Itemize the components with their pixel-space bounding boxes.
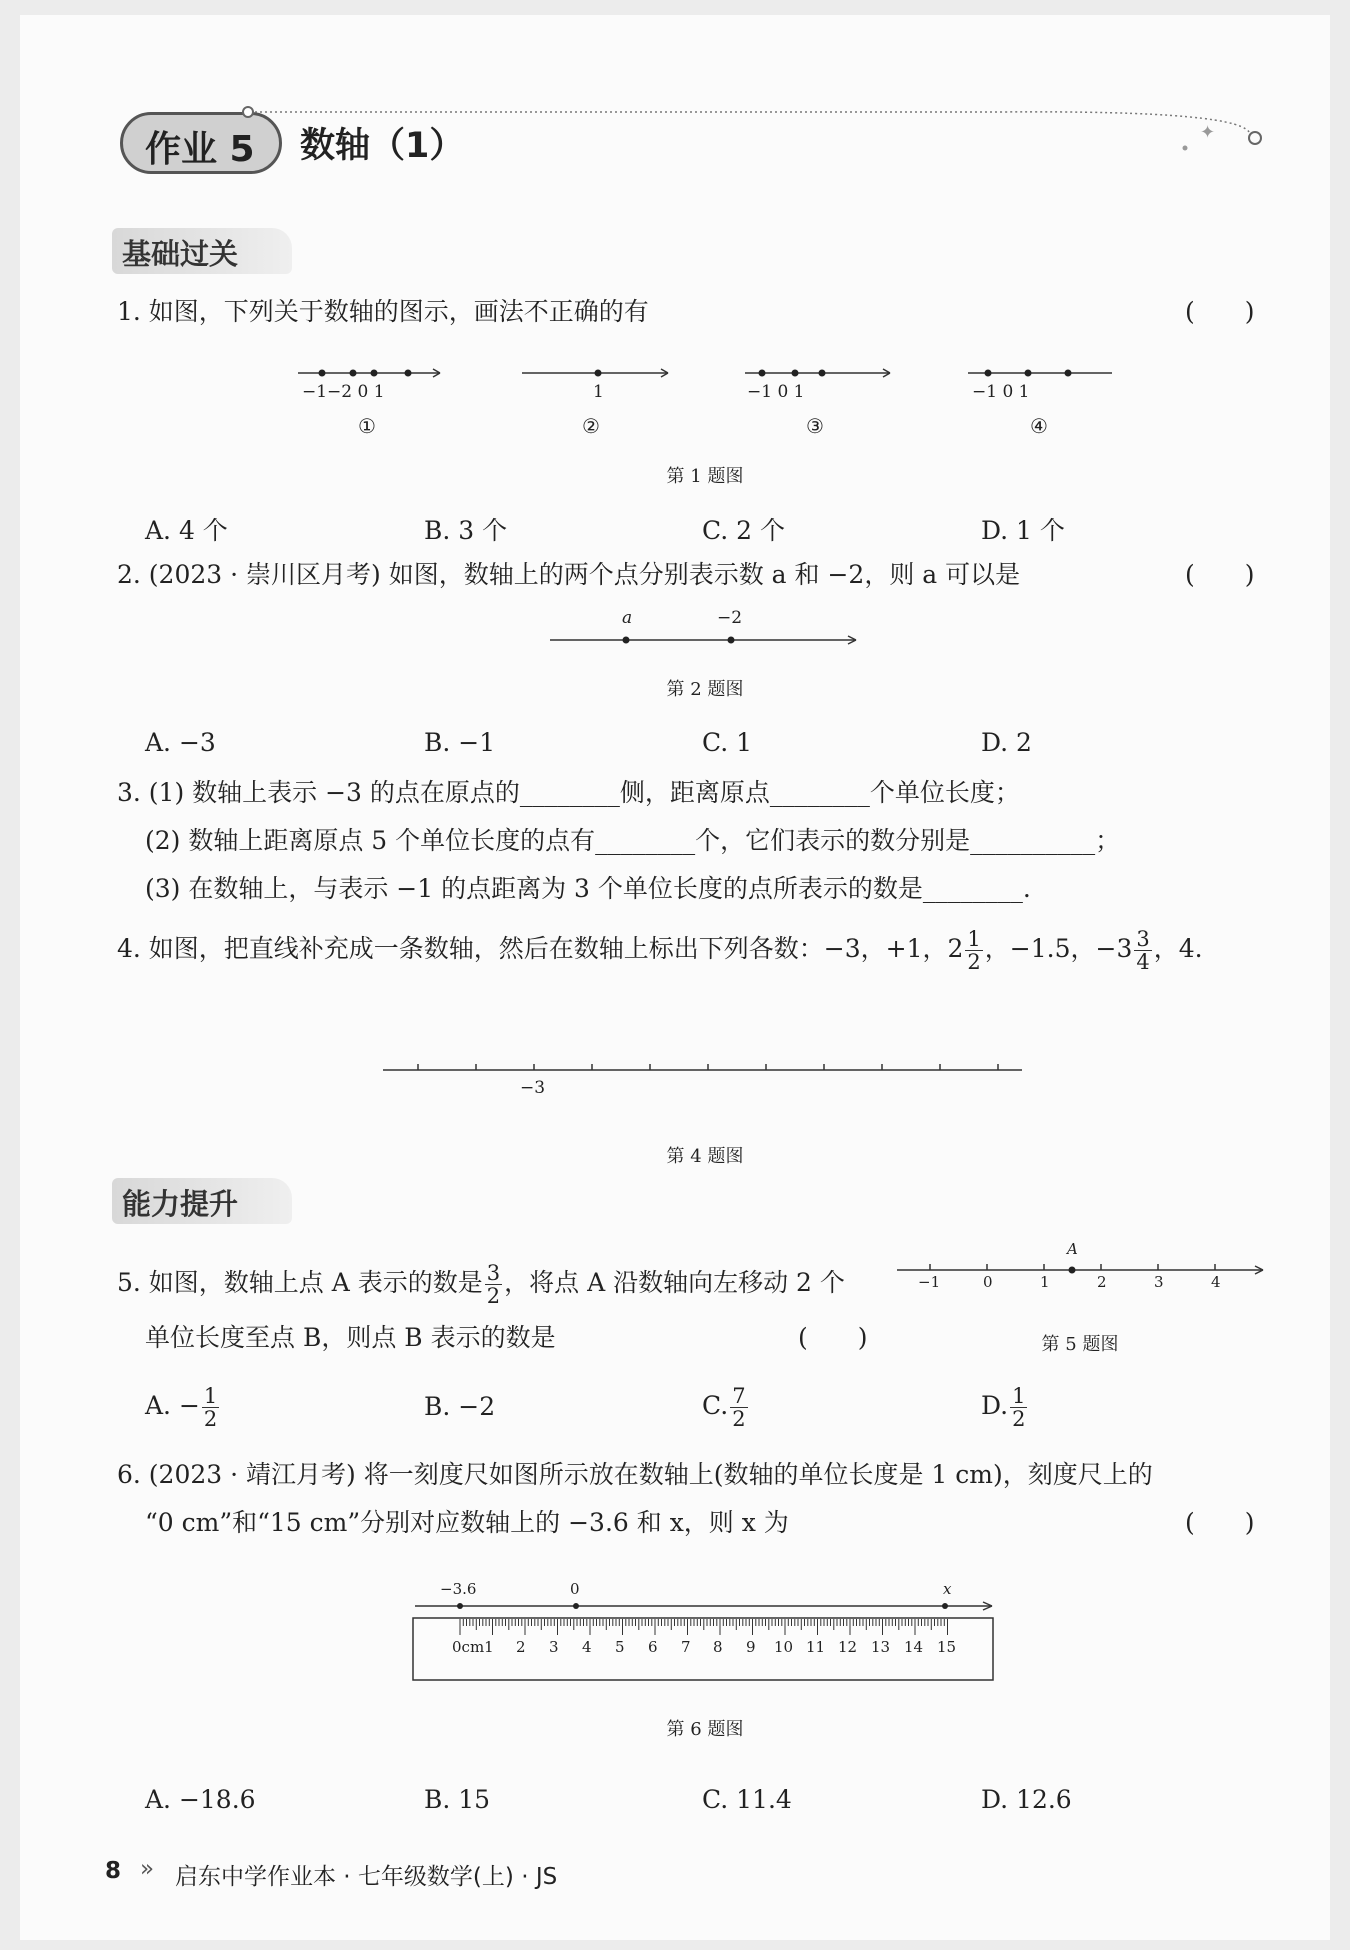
fraction-denominator: 2 bbox=[732, 1407, 746, 1431]
question-5-line-2: 单位长度至点 B，则点 B 表示的数是 bbox=[145, 1323, 556, 1352]
figure-4-line bbox=[380, 1060, 1030, 1080]
homework-label: 作业 5 bbox=[145, 129, 255, 170]
question-6-option-c: C. 11.4 bbox=[702, 1785, 792, 1814]
question-5-option-d bbox=[981, 1385, 1029, 1430]
fraction-numerator: 3 bbox=[1136, 927, 1150, 951]
ruler-label-3: 3 bbox=[549, 1638, 559, 1656]
figure-2-caption: 第 2 题图 bbox=[666, 679, 744, 700]
fraction-denominator: 4 bbox=[1136, 950, 1150, 974]
question-2-option-b: B. −1 bbox=[424, 728, 496, 757]
ruler-label-0cm1: 0cm1 bbox=[452, 1638, 494, 1656]
fraction-three-quarters bbox=[1134, 928, 1151, 973]
fraction-numerator: 7 bbox=[732, 1384, 746, 1408]
question-6-option-d: D. 12.6 bbox=[981, 1785, 1072, 1814]
figure-1-label-1: ① bbox=[358, 414, 376, 438]
question-1-option-b: B. 3 个 bbox=[424, 516, 508, 545]
figure-1-labels-a: −1−2 0 1 bbox=[302, 382, 385, 402]
figure-1-caption: 第 1 题图 bbox=[666, 466, 744, 487]
header-decoration bbox=[240, 100, 1280, 160]
option-a-label: A. − bbox=[145, 1391, 200, 1420]
figure-2-label-a: a bbox=[622, 608, 633, 628]
ruler-label-13: 13 bbox=[871, 1638, 891, 1656]
figure-1-label-2: ② bbox=[582, 414, 600, 438]
option-c-label: C. bbox=[702, 1391, 729, 1420]
question-5-text-post: ，将点 A 沿数轴向左移动 2 个 bbox=[504, 1268, 845, 1297]
section-advanced bbox=[112, 1178, 292, 1224]
question-6-bracket: ( ) bbox=[1185, 1508, 1255, 1537]
figure-1-labels-c: −1 0 1 bbox=[747, 382, 805, 402]
question-3-line-1: 3. (1) 数轴上表示 −3 的点在原点的________侧，距离原点________个单位长度； bbox=[117, 778, 1020, 807]
fraction-numerator: 1 bbox=[1012, 1384, 1026, 1408]
chevron-right-icon: » bbox=[140, 1856, 155, 1882]
fraction-denominator: 2 bbox=[486, 1284, 501, 1308]
ruler-label-11: 11 bbox=[806, 1638, 826, 1656]
fraction-one-half bbox=[965, 928, 982, 973]
fraction-three-halves bbox=[485, 1262, 502, 1307]
figure-5-tick-3: 3 bbox=[1154, 1273, 1164, 1291]
question-1-text: 1. 如图，下列关于数轴的图示，画法不正确的有 bbox=[117, 297, 649, 326]
fraction-denominator: 2 bbox=[203, 1407, 218, 1431]
question-6-option-a: A. −18.6 bbox=[145, 1785, 256, 1814]
figure-1-label-3: ③ bbox=[806, 414, 824, 438]
question-2-option-a: A. −3 bbox=[145, 728, 216, 757]
fraction-numerator: 3 bbox=[486, 1261, 501, 1285]
fraction-denominator: 2 bbox=[1012, 1407, 1026, 1431]
ruler-label-12: 12 bbox=[838, 1638, 858, 1656]
question-4-text-mid: ，−1.5，−3 bbox=[984, 934, 1133, 963]
figure-5-caption: 第 5 题图 bbox=[1041, 1334, 1119, 1355]
question-6-line-2: “0 cm”和“15 cm”分别对应数轴上的 −3.6 和 x，则 x 为 bbox=[145, 1508, 789, 1537]
option-d-label: D. bbox=[981, 1391, 1009, 1420]
figure-5-tick-4: 4 bbox=[1211, 1273, 1221, 1291]
figure-5-tick-1: 1 bbox=[1040, 1273, 1050, 1291]
section-advanced-label: 能力提升 bbox=[122, 1187, 239, 1221]
question-1-bracket: ( ) bbox=[1185, 297, 1255, 326]
question-1-option-d: D. 1 个 bbox=[981, 516, 1065, 545]
question-2-option-c: C. 1 bbox=[702, 728, 753, 757]
question-1-option-a: A. 4 个 bbox=[145, 516, 228, 545]
question-3-line-3: (3) 在数轴上，与表示 −1 的点距离为 3 个单位长度的点所表示的数是________. bbox=[145, 874, 1031, 903]
figure-1-labels-d: −1 0 1 bbox=[972, 382, 1030, 402]
question-6-option-b: B. 15 bbox=[424, 1785, 491, 1814]
ruler-label-14: 14 bbox=[904, 1638, 924, 1656]
section-basic-label: 基础过关 bbox=[122, 237, 239, 271]
option-d-fraction bbox=[1010, 1385, 1027, 1430]
question-2-option-d: D. 2 bbox=[981, 728, 1032, 757]
question-1-option-c: C. 2 个 bbox=[702, 516, 785, 545]
ruler-label-6: 6 bbox=[648, 1638, 658, 1656]
figure-5-tick-0: 0 bbox=[983, 1273, 993, 1291]
ruler-label-2: 2 bbox=[516, 1638, 526, 1656]
question-5-option-c bbox=[702, 1385, 750, 1430]
ruler-label-8: 8 bbox=[713, 1638, 723, 1656]
question-5-option-a bbox=[145, 1385, 221, 1430]
question-5-line-1 bbox=[117, 1262, 845, 1307]
figure-1-labels-b: 1 bbox=[593, 382, 604, 402]
figure-6-label-minus3.6: −3.6 bbox=[440, 1580, 477, 1598]
figure-1-label-4: ④ bbox=[1030, 414, 1048, 438]
figure-4-caption: 第 4 题图 bbox=[666, 1146, 744, 1167]
ruler-label-9: 9 bbox=[746, 1638, 756, 1656]
figure-6-label-0: 0 bbox=[570, 1580, 580, 1598]
ruler-label-10: 10 bbox=[774, 1638, 794, 1656]
question-6-line-1: 6. (2023 · 靖江月考) 将一刻度尺如图所示放在数轴上(数轴的单位长度是 1 cm)，刻度尺上的 bbox=[117, 1460, 1153, 1489]
question-5-bracket: ( ) bbox=[798, 1323, 868, 1352]
figure-4-tick-label: −3 bbox=[520, 1078, 546, 1098]
fraction-denominator: 2 bbox=[967, 950, 981, 974]
figure-2-label-minus2: −2 bbox=[717, 608, 743, 628]
ruler-label-7: 7 bbox=[681, 1638, 691, 1656]
figure-5-label-A: A bbox=[1067, 1240, 1078, 1258]
option-c-fraction bbox=[730, 1385, 747, 1430]
option-a-fraction bbox=[202, 1385, 219, 1430]
question-4-text-post: ，4. bbox=[1153, 934, 1203, 963]
question-4-text bbox=[117, 928, 1203, 973]
figure-6-label-x: x bbox=[943, 1580, 952, 1598]
figure-5-tick-minus1: −1 bbox=[918, 1273, 941, 1291]
ruler-label-15: 15 bbox=[937, 1638, 957, 1656]
figure-5-tick-2: 2 bbox=[1097, 1273, 1107, 1291]
ruler-label-4: 4 bbox=[582, 1638, 592, 1656]
question-3-line-2: (2) 数轴上距离原点 5 个单位长度的点有________个，它们表示的数分别是__________； bbox=[145, 826, 1121, 855]
ruler-label-5: 5 bbox=[615, 1638, 625, 1656]
page-number: 8 bbox=[105, 1858, 122, 1884]
question-4-text-pre: 4. 如图，把直线补充成一条数轴，然后在数轴上标出下列各数：−3，+1，2 bbox=[117, 934, 964, 963]
figure-6-caption: 第 6 题图 bbox=[666, 1719, 744, 1740]
book-title: 启东中学作业本 · 七年级数学(上) · JS bbox=[175, 1864, 558, 1890]
figure-2-number-line bbox=[548, 630, 868, 650]
page-title: 数轴（1） bbox=[300, 126, 465, 166]
question-2-bracket: ( ) bbox=[1185, 560, 1255, 589]
section-basic bbox=[112, 228, 292, 274]
svg-text:✦: ✦ bbox=[1200, 122, 1216, 143]
question-5-text-pre: 5. 如图，数轴上点 A 表示的数是 bbox=[117, 1268, 483, 1297]
fraction-numerator: 1 bbox=[203, 1384, 218, 1408]
question-5-option-b: B. −2 bbox=[424, 1392, 496, 1421]
fraction-numerator: 1 bbox=[967, 927, 981, 951]
question-2-text: 2. (2023 · 崇川区月考) 如图，数轴上的两个点分别表示数 a 和 −2，则 a 可以是 bbox=[117, 560, 1021, 589]
